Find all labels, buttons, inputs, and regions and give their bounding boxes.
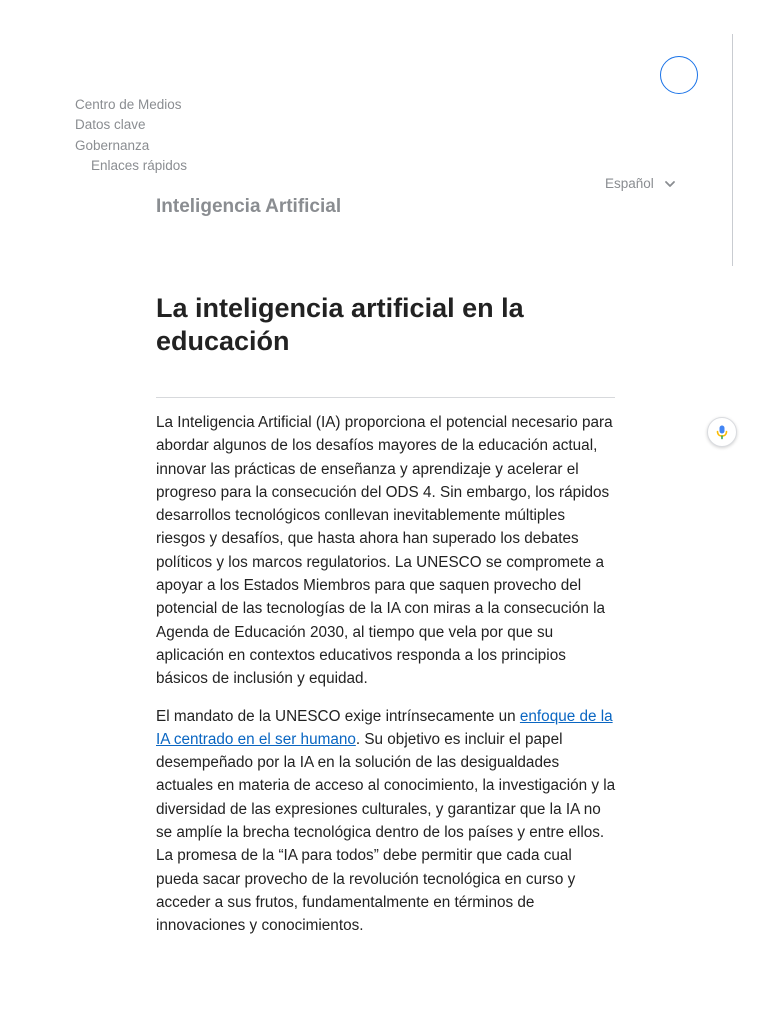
nav-link-centro-de-medios[interactable]: Centro de Medios [75,97,182,112]
language-selector[interactable] [605,176,676,191]
article-paragraph: La Inteligencia Artificial (IA) proporciona el potencial necesario para abordar algunos de los desafíos mayores de la educación actual, innovar las prácticas de enseñanza y aprendizaje y acelerar el progreso para la consecución del ODS 4. Sin embargo, los rápidos desarrollos tecnológicos conllevan inevitablemente múltiples riesgos y desafíos, que hasta ahora han superado los debates políticos y los marcos regulatorios. La UNESCO se compromete a apoyar a los Estados Miembros para que saquen provecho del potencial de las tecnologías de la IA con miras a la consecución la Agenda de Educación 2030, al tiempo que vela por que su aplicación en contextos educativos responda a los principios básicos de inclusión y equidad. [156,414,613,688]
nav-link-enlaces-rapidos[interactable]: Enlaces rápidos [91,157,188,173]
article-body [156,411,616,952]
article-paragraph [156,705,616,938]
language-selected-label: Español [605,176,654,191]
quick-nav [75,95,187,176]
voice-search-button[interactable] [707,417,737,447]
chevron-down-icon [664,178,676,190]
paragraph-text: . Su objetivo es incluir el papel desempeñado por la IA en la solución de las desigualdades actuales en materia de acceso al conocimiento, la investigación y la diversidad de las expresiones culturales, y garantizar que la IA no se amplíe la brecha tecnológica dentro de los países y entre ellos. La promesa de la “IA para todos” debe permitir que cada cual pueda sacar provecho de la revolución tecnológica en curso y acceder a sus frutos, fundamentalmente en términos de innovaciones y conocimientos. [156,730,616,935]
paragraph-text: El mandato de la UNESCO exige intrínsecamente un [156,707,520,725]
page-title: La inteligencia artificial en la educación [156,293,524,356]
nav-link-gobernanza[interactable]: Gobernanza [75,137,150,153]
section-title: Inteligencia Artificial [156,196,342,217]
microphone-icon [714,424,730,440]
human-centered-ai-link[interactable]: enfoque de la IA centrado en el ser humano [156,707,613,748]
title-divider [156,397,615,398]
vertical-divider [732,34,733,266]
nav-link-datos-clave[interactable]: Datos clave [75,117,146,133]
circle-outline-icon[interactable] [660,56,698,94]
